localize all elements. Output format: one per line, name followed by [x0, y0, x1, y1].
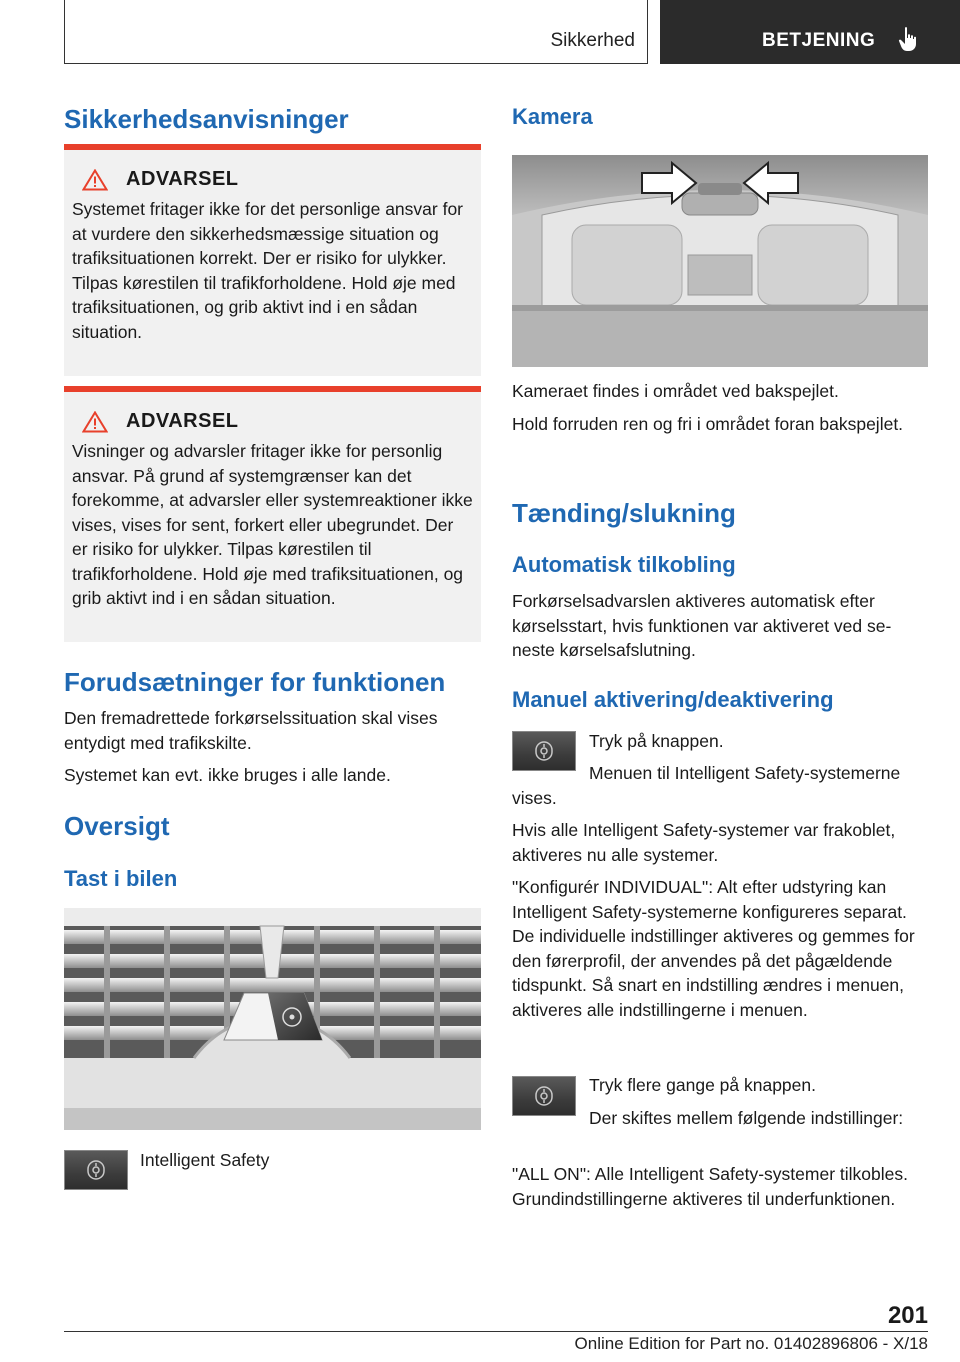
intelligent-safety-icon	[533, 1085, 555, 1107]
hand-pointer-icon	[898, 26, 920, 52]
manual-paragraph-1: Hvis alle Intelligent Safety-systemer var frakoblet, aktiveres nu alle systemer.	[512, 820, 896, 865]
warning-box-1	[64, 144, 481, 376]
header-section-title: Sikkerhed	[550, 30, 635, 51]
warning-label-1: ADVARSEL	[126, 168, 239, 190]
section-title-prerequisites: Forudsætninger for funktionen	[64, 667, 446, 697]
subsection-title-auto: Automatisk tilkobling	[512, 552, 736, 577]
manual-step-1b: Menuen til Intelligent Safety-systemerne vises.	[512, 763, 901, 808]
prereq-paragraph-2: Systemet kan evt. ikke bruges i alle lande.	[64, 765, 391, 785]
header-chapter-box	[660, 0, 960, 64]
intelligent-safety-button-image	[64, 1150, 128, 1190]
subsection-title-camera: Kamera	[512, 104, 593, 129]
section-title-safety: Sikkerhedsanvisninger	[64, 104, 349, 134]
manual-step-2b: Der skiftes mellem følgende indstillinger:	[589, 1108, 904, 1128]
subsection-title-manual: Manuel aktivering/deaktivering	[512, 687, 834, 712]
warning-text-2: Visninger og advarsler fritager ikke for personlig ansvar. På grund af systemgrænser kan det forekomme, at advarsler eller systemreaktioner ikke vises, vises for sent, forkert eller ubegrundet. Der er risiko for ulykker. Tilpas kørestilen til trafikforholdene. Hold øje med trafiksituationen, og grib aktivt ind i en sådan situation.	[72, 441, 473, 608]
button-caption: Intelligent Safety	[140, 1150, 270, 1170]
edition-text: Online Edition for Part no. 01402896806 - X/18	[574, 1334, 928, 1353]
warning-box-2	[64, 386, 481, 642]
subsection-title-button: Tast i bilen	[64, 866, 178, 891]
manual-paragraph-3: "ALL ON": Alle Intelligent Safety-systemer tilkobles. Grundindstillingerne aktiveres til underfunktionen.	[512, 1164, 908, 1209]
footer-divider	[64, 1331, 928, 1332]
camera-paragraph-1: Kameraet findes i området ved bakspejlet.	[512, 381, 839, 401]
manual-paragraph-2: "Konfigurér INDIVIDUAL": Alt efter udstyring kan Intelligent Safety-systemerne konfigureres separat. De individuelle indstillinger aktiveres og gemmes for den førerprofil, der anvendes på det pågældende tidspunkt. Så snart en indstilling ændres i menuen, aktiveres alle indstillingerne i menuen.	[512, 877, 915, 1020]
car-interior-illustration	[512, 155, 928, 367]
warning-title-1	[82, 168, 473, 191]
auto-paragraph: Forkørselsadvarslen aktiveres automatisk efter kørselsstart, hvis funktionen var aktiveret ved seneste kørselsafslutning.	[512, 591, 892, 660]
camera-location-photo	[512, 155, 928, 367]
camera-paragraph-2: Hold forruden ren og fri i området foran bakspejlet.	[512, 414, 904, 434]
manual-step-2: Tryk flere gange på knappen.	[589, 1075, 816, 1095]
warning-triangle-icon	[82, 169, 108, 191]
warning-triangle-icon	[82, 411, 108, 433]
grille-illustration	[64, 908, 481, 1130]
section-title-overview: Oversigt	[64, 811, 170, 841]
intelligent-safety-icon	[533, 740, 555, 762]
warning-label-2: ADVARSEL	[126, 410, 239, 432]
manual-step-1: Tryk på knappen.	[589, 731, 724, 751]
header-section-box	[64, 0, 648, 64]
page-number: 201	[887, 1302, 928, 1329]
intelligent-safety-icon	[85, 1159, 107, 1181]
section-title-on-off: Tænding/slukning	[512, 498, 736, 528]
warning-title-2	[82, 410, 473, 433]
prereq-paragraph-1: Den fremadrettede forkørselssituation skal vises entydigt med trafikskilte.	[64, 708, 438, 753]
button-location-photo	[64, 908, 481, 1130]
warning-text-1: Systemet fritager ikke for det personlige ansvar for at vurdere den sikkerhedsmæssige situation og trafiksituationen korrekt. Der er risiko for ulykker. Tilpas kørestilen til trafikforholdene. Hold øje med trafiksituationen, og grib aktivt ind i en sådan situation.	[72, 199, 464, 342]
header-chapter-title: BETJENING	[762, 30, 876, 51]
